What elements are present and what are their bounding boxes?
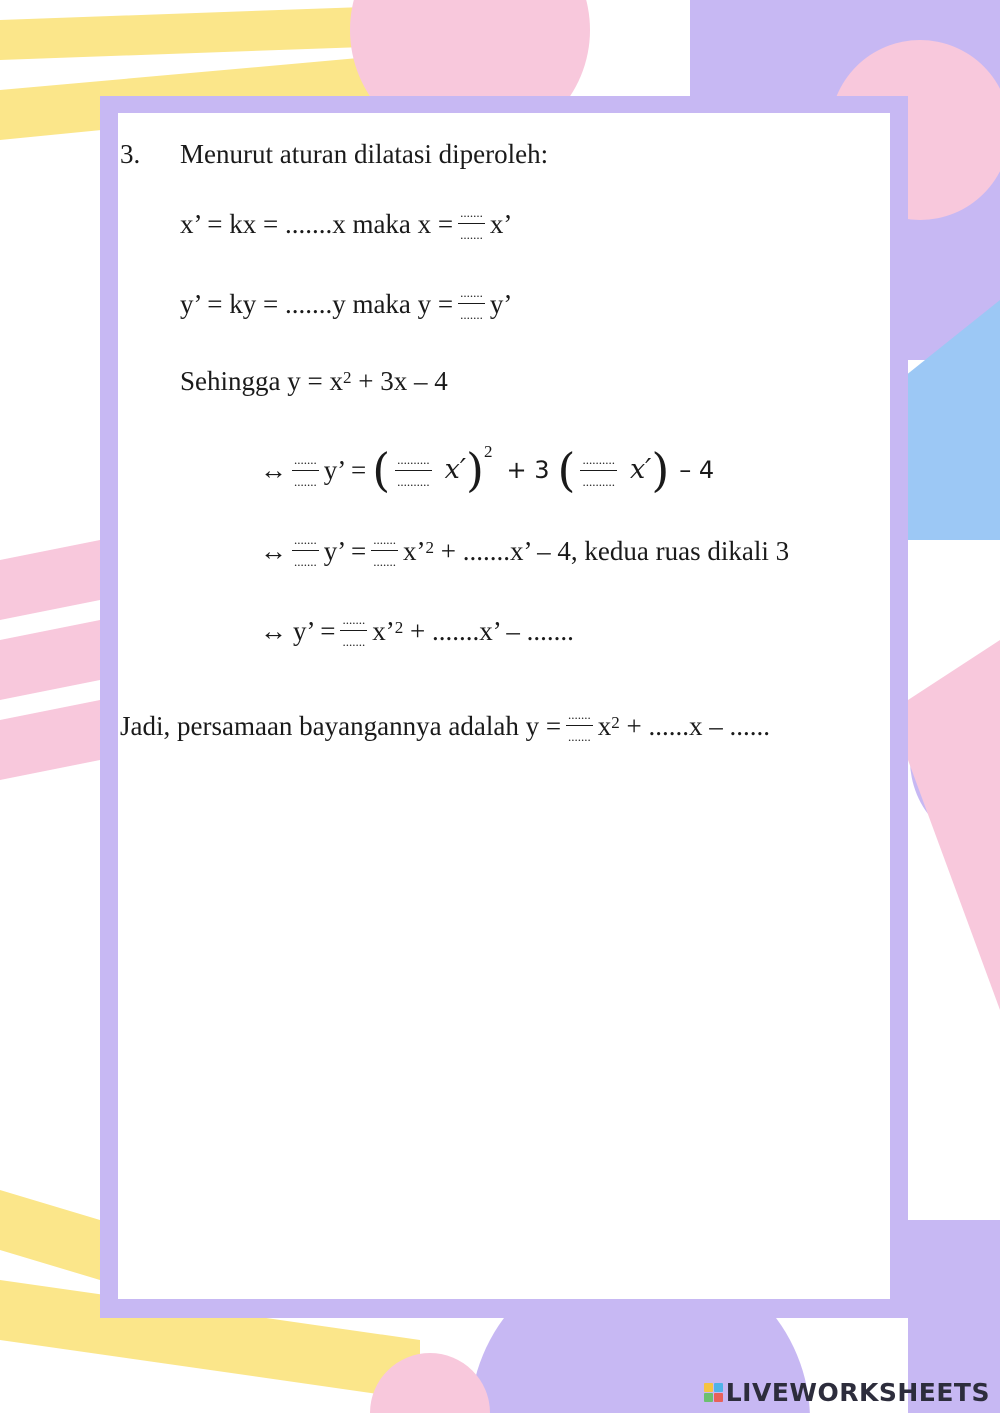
step3-denominator-blank[interactable]: .......	[342, 634, 366, 649]
step1-var-2: x′	[629, 454, 652, 485]
step1-minus4: – 4	[679, 456, 715, 484]
sehingga-line: Sehingga y = x $^2$ + 3x – 4	[180, 366, 448, 396]
step2-denominator-blank[interactable]: .......	[294, 554, 317, 569]
step1-open-paren: (	[372, 443, 391, 497]
step2-arrow: ↔	[260, 535, 287, 566]
step3-rest: + .......x’ – .......	[403, 615, 574, 646]
step2-fraction	[292, 532, 319, 569]
eq-y-rhs: y’	[489, 288, 513, 319]
conclusion-text: Jadi, persamaan bayangannya adalah y =	[120, 710, 562, 741]
equation-y-line	[180, 285, 512, 322]
eq-y-fraction	[458, 285, 485, 322]
problem-intro-line	[120, 138, 548, 170]
step3-x: x’	[372, 615, 395, 646]
step1-y: y’ =	[323, 455, 367, 485]
step2-denominator-blank-2[interactable]: .......	[373, 554, 396, 569]
liveworksheets-brand-name: LIVEWORKSHEETS	[725, 1378, 990, 1407]
conclusion-fraction	[566, 707, 593, 744]
step1-line: ↔ $\frac{.......}{.......}$ y’ = ( $\frac{..........}{..........}$ x′ ) $^2$ + 3 ( $\frac{..........}{..........}$ x′ ) – 4	[260, 442, 715, 497]
conclusion-x: x	[597, 710, 612, 741]
pink-stripe-left-2	[0, 620, 100, 700]
eq-y-denominator-blank[interactable]: .......	[460, 307, 483, 322]
eq-x-rhs: x’	[489, 208, 513, 239]
step3-fraction	[340, 612, 367, 649]
eq-x-fraction	[458, 205, 485, 242]
liveworksheets-logo-icon	[704, 1383, 723, 1402]
step2-y: y’ =	[323, 535, 367, 566]
step3-arrow: ↔	[260, 615, 287, 646]
step2-numerator-blank-2[interactable]: .......	[371, 532, 398, 551]
step1-inner-denominator-blank-2[interactable]: ..........	[582, 473, 615, 489]
step1-close-paren: )	[466, 443, 484, 497]
step3-line: ↔ y’ = $\frac{.......}{.......}$ x’ $^2$ + .......x’ – .......	[260, 612, 574, 649]
eq-y-lhs: y’ = ky = .......y maka y =	[180, 288, 454, 319]
step1-fraction	[292, 452, 319, 489]
step2-line: ↔ $\frac{.......}{.......}$ y’ = $\frac{.......}{.......}$ x’ $^2$ + .......x’ – 4, kedua ruas dikali 3	[260, 532, 790, 569]
eq-x-denominator-blank[interactable]: .......	[460, 227, 483, 242]
step1-numerator-blank[interactable]: .......	[292, 452, 319, 471]
liveworksheets-logo	[704, 1378, 990, 1407]
conclusion-rest: + ......x – ......	[619, 710, 771, 741]
sehingga-rest: + 3x – 4	[351, 366, 448, 396]
pink-stripe-left-3	[0, 700, 100, 780]
step1-inner-numerator-blank-2[interactable]: ..........	[580, 452, 617, 471]
pink-shape-right	[908, 640, 1000, 1010]
step1-arrow: ↔	[260, 455, 287, 485]
step1-inner-fraction-2	[580, 452, 617, 489]
step3-y: y’ =	[293, 615, 336, 646]
step3-numerator-blank[interactable]: .......	[340, 612, 367, 631]
eq-x-lhs: x’ = kx = .......x maka x =	[180, 208, 454, 239]
yellow-stripe-bottom-1	[0, 1190, 100, 1280]
equation-x-line	[180, 205, 512, 242]
eq-x-numerator-blank[interactable]: .......	[458, 205, 485, 224]
step1-var: x′	[444, 454, 467, 485]
problem-intro: Menurut aturan dilatasi diperoleh:	[180, 139, 549, 169]
step1-inner-fraction	[395, 452, 432, 489]
step1-denominator-blank[interactable]: .......	[294, 473, 317, 489]
step2-rest: + .......x’ – 4, kedua ruas dikali 3	[433, 535, 790, 566]
step1-open-paren-2: (	[557, 443, 576, 497]
step2-x: x’	[402, 535, 426, 566]
conclusion-numerator-blank[interactable]: .......	[566, 707, 593, 726]
step1-inner-numerator-blank[interactable]: ..........	[395, 452, 432, 471]
conclusion-line: Jadi, persamaan bayangannya adalah y = $\frac{.......}{.......}$ x $^2$ + ......x – ......	[120, 707, 771, 744]
eq-y-numerator-blank[interactable]: .......	[458, 285, 485, 304]
problem-number: 3.	[120, 139, 141, 169]
step2-fraction-2	[371, 532, 398, 569]
step1-inner-denominator-blank[interactable]: ..........	[397, 473, 430, 489]
step2-numerator-blank[interactable]: .......	[292, 532, 319, 551]
pink-stripe-left-1	[0, 540, 100, 620]
sehingga-text: Sehingga y = x	[180, 366, 343, 396]
step1-plus3: + 3	[506, 456, 550, 484]
step1-close-paren-2: )	[651, 443, 670, 497]
conclusion-denominator-blank[interactable]: .......	[568, 729, 591, 744]
